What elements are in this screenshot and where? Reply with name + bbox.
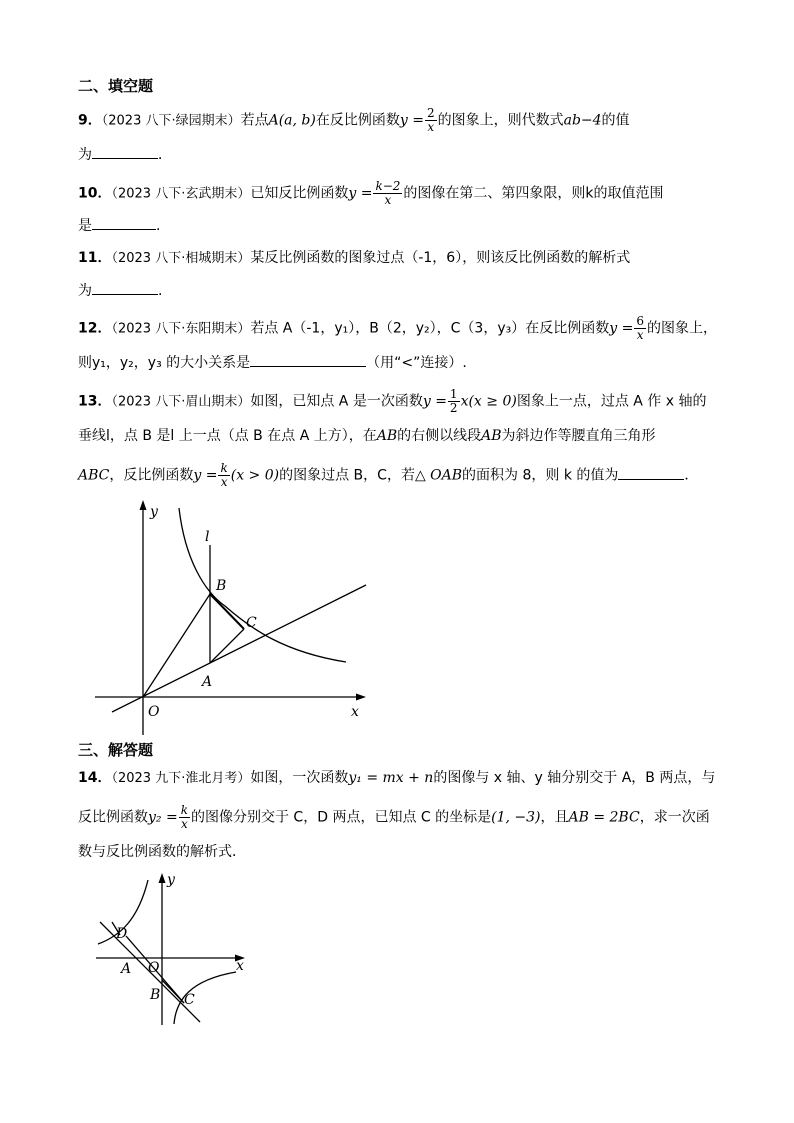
fig1-label-C: C <box>246 615 257 631</box>
fig2-label-D: D <box>116 926 128 942</box>
question-9-line1: 9．（2023 八下·绿园期末）若点A(a, b)在反比例函数y = $\frac{2}{x}$ 的图象上，则代数式ab−4的值 <box>78 106 630 134</box>
question-11-line1: 11．（2023 八下·相城期末）某反比例函数的图象过点（-1，6），则该反比例函数的解析式 <box>78 250 631 266</box>
question-14-line2: 反比例函数y₂ = $\frac{k}{x}$ 的图像分别交于 C，D 两点，已知点 C 的坐标是(1, −3)，且AB = 2BC，求一次函 <box>78 803 710 831</box>
section-fill-blank: 二、填空题 <box>78 77 154 95</box>
question-13-line3: ABC，反比例函数y = $\frac{k}{x}$ (x > 0)的图象过点 B，C，若△ OAB的面积为 8，则 k 的值为 ． <box>78 461 699 489</box>
section-answer: 三、解答题 <box>78 741 154 759</box>
fig2-label-B: B <box>150 987 161 1003</box>
fig1-label-B: B <box>216 578 227 594</box>
fig2-label-O: O <box>148 960 160 976</box>
q13-fraction: $\frac{1}{2}$ <box>449 387 458 415</box>
question-9-line2: 为 ． <box>78 144 172 165</box>
question-14-line3: 数与反比例函数的解析式． <box>78 844 246 860</box>
fig2-label-y: y <box>167 872 175 888</box>
q9-number: 9． <box>78 112 102 129</box>
question-13-line2: 垂线l，点 B 是l 上一点（点 B 在点 A 上方），在AB的右侧以线段AB为斜边作等腰直角三角形 <box>78 428 656 444</box>
fig1-label-l: l <box>205 529 210 545</box>
question-11-line2: 为 . <box>78 280 162 301</box>
fig1-label-y: y <box>150 504 158 520</box>
fig1-label-A: A <box>202 674 213 690</box>
fig2-line-B-to-C <box>162 980 184 1003</box>
question-12-line1: 12．（2023 八下·东阳期末）若点 A（-1，y₁），B（2，y₂），C（3，y₃）在反比例函数y = $\frac{6}{x}$ 的图象上， <box>78 314 717 342</box>
q9-source: （2023 八下·绿园期末） <box>101 113 241 129</box>
fig2-label-C: C <box>184 992 195 1008</box>
fig1-label-O: O <box>148 704 160 720</box>
q10-fraction: $\frac{k-2}{x}$ <box>375 179 401 207</box>
q12-fraction: $\frac{6}{x}$ <box>636 314 644 342</box>
question-10-line2: 是 . <box>78 215 160 236</box>
q9-fraction: $\frac{2}{x}$ <box>426 106 435 134</box>
question-13-line1: 13．（2023 八下·眉山期末）如图，已知点 A 是一次函数y = $\frac{1}{2}$ x(x ≥ 0)图象上一点，过点 A 作 x 轴的 <box>78 387 707 415</box>
q14-fraction: $\frac{k}{x}$ <box>180 803 188 831</box>
question-14-line1: 14．（2023 九下·淮北月考）如图，一次函数y₁ = mx + n的图像与 x 轴、y 轴分别交于 A，B 两点，与 <box>78 770 716 786</box>
fig2-label-x: x <box>236 958 244 974</box>
fig2-y-arrow <box>159 873 166 883</box>
question-10-line1: 10．（2023 八下·玄武期末）已知反比例函数y = $\frac{k-2}{x}$ 的图像在第二、第四象限，则k的取值范围 <box>78 179 664 207</box>
fig2-label-A: A <box>121 961 132 977</box>
question-12-line2: 则y₁，y₂，y₃ 的大小关系是 （用“<”连接）. <box>78 352 467 373</box>
q13-fraction-2: $\frac{k}{x}$ <box>220 461 228 489</box>
fig1-label-x: x <box>351 704 359 720</box>
